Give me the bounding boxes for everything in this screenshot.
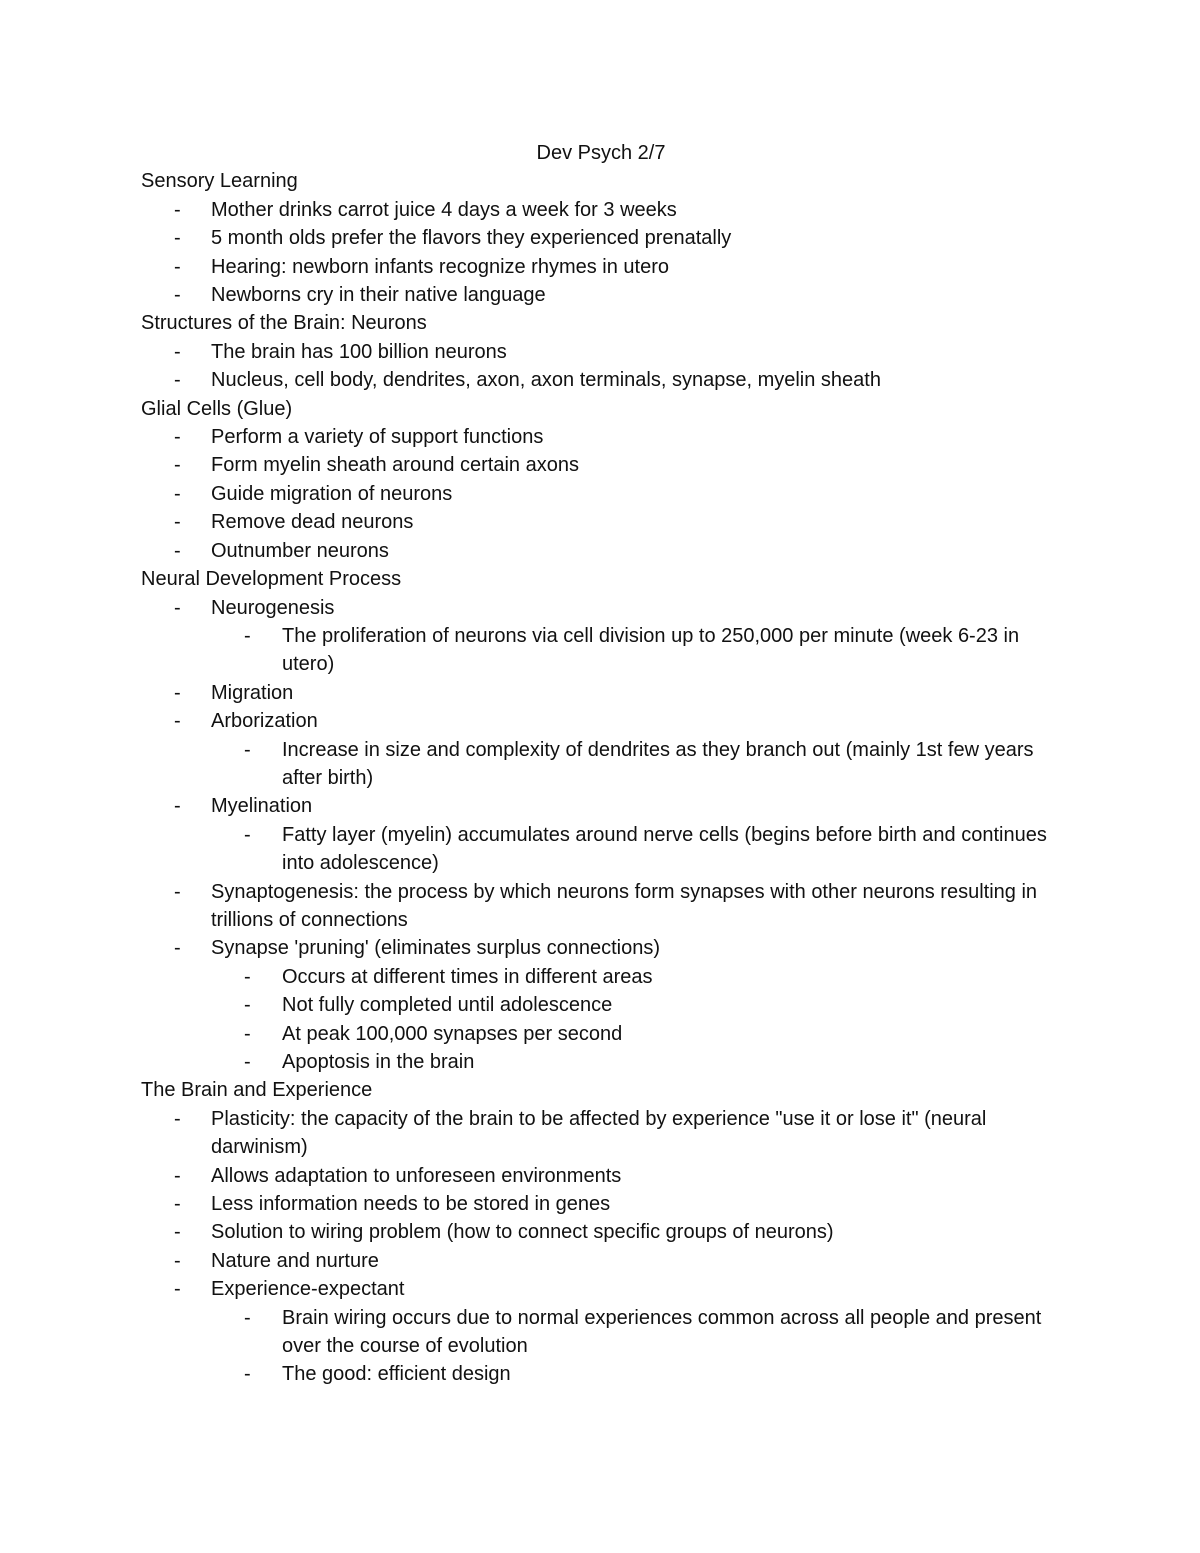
dash-bullet-icon: - bbox=[244, 624, 251, 647]
bullet-list bbox=[141, 196, 1061, 310]
dash-bullet-icon: - bbox=[244, 1051, 251, 1073]
list-item-text: The brain has 100 billion neurons bbox=[211, 340, 507, 363]
sub-bullet-list bbox=[211, 622, 1061, 679]
list-item bbox=[141, 1190, 1061, 1218]
dash-bullet-icon: - bbox=[174, 426, 181, 449]
list-item bbox=[141, 1218, 1061, 1246]
dash-bullet-icon: - bbox=[174, 255, 181, 278]
dash-bullet-icon: - bbox=[174, 482, 181, 505]
dash-bullet-icon: - bbox=[174, 1221, 181, 1244]
list-item-text: Neurogenesis bbox=[211, 596, 335, 619]
sub-list-item-text: Occurs at different times in different areas bbox=[282, 965, 653, 988]
list-item-text: Allows adaptation to unforeseen environments bbox=[211, 1164, 622, 1187]
list-item bbox=[141, 792, 1061, 877]
list-item-text: Myelination bbox=[211, 795, 313, 818]
sub-list-item bbox=[211, 736, 1061, 793]
list-item-text: Outnumber neurons bbox=[211, 539, 389, 562]
dash-bullet-icon: - bbox=[174, 937, 181, 960]
list-item bbox=[141, 537, 1061, 565]
list-item-text: Synapse 'pruning' (eliminates surplus connections) bbox=[211, 937, 660, 960]
list-item-text: Perform a variety of support functions bbox=[211, 426, 544, 449]
dash-bullet-icon: - bbox=[244, 738, 251, 761]
section bbox=[141, 309, 1061, 394]
sub-list-item-text: At peak 100,000 synapses per second bbox=[282, 1022, 623, 1045]
list-item-text: Nature and nurture bbox=[211, 1249, 379, 1272]
section bbox=[141, 1076, 1061, 1388]
dash-bullet-icon: - bbox=[244, 994, 251, 1017]
sub-list-item bbox=[211, 1020, 1061, 1048]
section bbox=[141, 167, 1061, 309]
list-item bbox=[141, 451, 1061, 479]
list-item-text: 5 month olds prefer the flavors they experienced prenatally bbox=[211, 227, 732, 250]
list-item-text: Plasticity: the capacity of the brain to be affected by experience "use it or lose it" (neural darwinism) bbox=[211, 1107, 987, 1159]
dash-bullet-icon: - bbox=[174, 880, 181, 903]
section-heading: Structures of the Brain: Neurons bbox=[141, 312, 427, 335]
sub-bullet-list bbox=[211, 963, 1061, 1077]
dash-bullet-icon: - bbox=[174, 1193, 181, 1216]
list-item-text: Experience-expectant bbox=[211, 1278, 405, 1301]
sub-list-item-text: The good: efficient design bbox=[282, 1363, 511, 1386]
list-item-text: Synaptogenesis: the process by which neurons form synapses with other neurons resulting in trillions of connections bbox=[211, 880, 1038, 931]
section bbox=[141, 395, 1061, 565]
dash-bullet-icon: - bbox=[174, 1249, 181, 1272]
sub-bullet-list bbox=[211, 736, 1061, 793]
list-item bbox=[141, 338, 1061, 366]
section-heading: The Brain and Experience bbox=[141, 1079, 373, 1102]
dash-bullet-icon: - bbox=[174, 454, 181, 477]
list-item bbox=[141, 707, 1061, 792]
list-item bbox=[141, 366, 1061, 394]
list-item-text: Solution to wiring problem (how to connect specific groups of neurons) bbox=[211, 1221, 834, 1244]
dash-bullet-icon: - bbox=[174, 227, 181, 250]
sub-list-item-text: Brain wiring occurs due to normal experiences common across all people and present over the course of evolution bbox=[282, 1306, 1042, 1358]
list-item-text: Remove dead neurons bbox=[211, 511, 414, 534]
dash-bullet-icon: - bbox=[244, 1306, 251, 1329]
dash-bullet-icon: - bbox=[174, 795, 181, 818]
list-item bbox=[141, 196, 1061, 224]
sections-container bbox=[141, 167, 1061, 1388]
list-item bbox=[141, 1105, 1061, 1162]
list-item-text: Migration bbox=[211, 681, 294, 704]
bullet-list bbox=[141, 1105, 1061, 1389]
dash-bullet-icon: - bbox=[244, 823, 251, 846]
dash-bullet-icon: - bbox=[174, 198, 181, 221]
dash-bullet-icon: - bbox=[174, 1278, 181, 1301]
list-item bbox=[141, 253, 1061, 281]
sub-list-item-text: Fatty layer (myelin) accumulates around nerve cells (begins before birth and continues into adolescence) bbox=[282, 823, 1047, 875]
list-item-text: Hearing: newborn infants recognize rhymes in utero bbox=[211, 255, 670, 278]
section-heading: Neural Development Process bbox=[141, 568, 402, 591]
sub-list-item bbox=[211, 991, 1061, 1019]
list-item bbox=[141, 281, 1061, 309]
dash-bullet-icon: - bbox=[174, 710, 181, 733]
dash-bullet-icon: - bbox=[174, 284, 181, 307]
sub-list-item bbox=[211, 622, 1061, 679]
dash-bullet-icon: - bbox=[174, 596, 181, 619]
list-item bbox=[141, 679, 1061, 707]
sub-bullet-list bbox=[211, 821, 1061, 878]
bullet-list bbox=[141, 423, 1061, 565]
list-item-text: Arborization bbox=[211, 710, 318, 733]
sub-list-item bbox=[211, 821, 1061, 878]
dash-bullet-icon: - bbox=[174, 1164, 181, 1187]
sub-list-item-text: Increase in size and complexity of dendrites as they branch out (mainly 1st few years after birth) bbox=[282, 738, 1034, 789]
dash-bullet-icon: - bbox=[244, 1022, 251, 1045]
list-item bbox=[141, 1247, 1061, 1275]
sub-list-item-text: Apoptosis in the brain bbox=[282, 1051, 475, 1073]
list-item-text: Less information needs to be stored in genes bbox=[211, 1193, 611, 1216]
list-item-text: Nucleus, cell body, dendrites, axon, axon terminals, synapse, myelin sheath bbox=[211, 369, 881, 392]
list-item bbox=[141, 224, 1061, 252]
list-item bbox=[141, 878, 1061, 935]
list-item bbox=[141, 934, 1061, 1076]
list-item bbox=[141, 480, 1061, 508]
dash-bullet-icon: - bbox=[244, 1363, 251, 1386]
list-item bbox=[141, 508, 1061, 536]
dash-bullet-icon: - bbox=[244, 965, 251, 988]
dash-bullet-icon: - bbox=[174, 681, 181, 704]
sub-list-item-text: The proliferation of neurons via cell division up to 250,000 per minute (week 6-23 in utero) bbox=[282, 624, 1020, 676]
list-item-text: Mother drinks carrot juice 4 days a week for 3 weeks bbox=[211, 198, 677, 221]
list-item-text: Newborns cry in their native language bbox=[211, 284, 546, 307]
bullet-list bbox=[141, 594, 1061, 1077]
list-item-text: Form myelin sheath around certain axons bbox=[211, 454, 579, 477]
dash-bullet-icon: - bbox=[174, 369, 181, 392]
dash-bullet-icon: - bbox=[174, 511, 181, 534]
dash-bullet-icon: - bbox=[174, 1107, 181, 1130]
list-item bbox=[141, 594, 1061, 679]
sub-bullet-list bbox=[211, 1304, 1061, 1389]
sub-list-item bbox=[211, 1048, 1061, 1076]
section bbox=[141, 565, 1061, 1076]
section-heading: Sensory Learning bbox=[141, 170, 298, 193]
section-heading: Glial Cells (Glue) bbox=[141, 397, 293, 420]
list-item-text: Guide migration of neurons bbox=[211, 482, 453, 505]
document-title: Dev Psych 2/7 bbox=[536, 142, 666, 164]
bullet-list bbox=[141, 338, 1061, 395]
dash-bullet-icon: - bbox=[174, 340, 181, 363]
list-item bbox=[141, 1275, 1061, 1389]
dash-bullet-icon: - bbox=[174, 539, 181, 562]
sub-list-item bbox=[211, 963, 1061, 991]
list-item bbox=[141, 1162, 1061, 1190]
sub-list-item-text: Not fully completed until adolescence bbox=[282, 994, 613, 1017]
sub-list-item bbox=[211, 1304, 1061, 1361]
sub-list-item bbox=[211, 1360, 1061, 1388]
document-body bbox=[141, 139, 1061, 1389]
list-item bbox=[141, 423, 1061, 451]
